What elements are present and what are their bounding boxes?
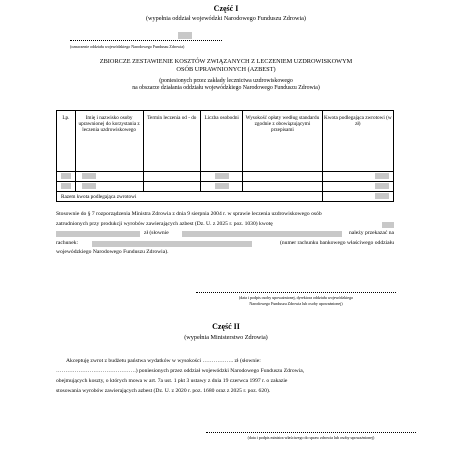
p2-line-d: stosowania wyrobów zawierających azbest (Dz. U. z 2020 r. poz. 1680 oraz z 2025 r. poz. 620). xyxy=(56,388,271,394)
part2-paragraph xyxy=(56,356,394,396)
para-c1-text: zł (słownie xyxy=(144,230,169,237)
sign1-line-2: Narodowego Funduszu Zdrowia lub osoby upoważnionej) xyxy=(249,300,343,306)
p2-line-c: obejmujących koszty, o których mowa w art. 7a ust. 1 pkt 3 ustawy z dnia 19 czerwca 1997 r. o zakazie xyxy=(56,378,288,384)
signature-line xyxy=(206,430,416,433)
costs-table xyxy=(56,110,394,202)
stamp-label: (oznaczenie oddziału wojewódzkiego Narodowego Funduszu Zdrowia) xyxy=(70,44,185,49)
signature-line xyxy=(196,290,396,293)
table-total-row xyxy=(57,192,394,202)
document-heading xyxy=(0,58,452,74)
stamp-dotted-line xyxy=(70,40,222,41)
para-c2-text: należy przekazać na xyxy=(348,230,394,237)
total-label: Razem kwota podlegająca zwrotowi xyxy=(57,192,323,202)
redaction-block xyxy=(56,231,140,237)
redaction-block xyxy=(61,173,71,179)
redaction-block xyxy=(61,183,71,189)
part1-paragraph xyxy=(56,210,394,258)
redaction-block xyxy=(215,183,229,189)
redaction-block xyxy=(375,183,389,189)
redaction-block xyxy=(82,183,96,189)
sub-line-2: na obszarze działania oddziału wojewódzkiego Narodowego Funduszu Zdrowia) xyxy=(132,85,320,92)
header-fee: Wysokość opłaty według standardu zgodnie z obowiązującymi przepisami xyxy=(243,111,322,172)
para-line-b xyxy=(56,220,394,230)
para-d2-text: (numer rachunku bankowego właściwego oddziału xyxy=(279,239,394,246)
para-d1-text: rachunek: xyxy=(56,239,79,246)
stamp-area xyxy=(70,34,222,49)
redaction-block xyxy=(178,32,192,39)
part2-title: Część II xyxy=(212,322,240,331)
heading-line-2: OSÓB UPRAWNIONYCH (AZBEST) xyxy=(176,66,276,73)
heading-line-1: ZBIORCZE ZESTAWIENIE KOSZTÓW ZWIĄZANYCH Z LECZENIEM UZDROWISKOWYM xyxy=(99,58,353,65)
sub-line-1: (poniesionych przez zakłady lecznictwa uzdrowiskowego xyxy=(159,78,293,84)
redaction-block xyxy=(82,173,96,179)
p2-line-b: …………………………………….) poniesionych przez oddział wojewódzki Narodowego Funduszu Zdrowia, xyxy=(56,368,305,374)
table-header-row xyxy=(57,111,394,172)
header-refund: Kwota podlegająca zwrotowi (w zł) xyxy=(322,111,393,172)
signature-block-2 xyxy=(206,430,416,440)
sign1-line-1: (data i podpis osoby upoważnionej, dyrektora oddziału wojewódzkiego xyxy=(238,295,354,300)
part1-subtitle: (wypełnia oddział wojewódzki Narodowego Funduszu Zdrowia) xyxy=(146,15,306,22)
signature-block-1 xyxy=(196,290,396,306)
redaction-block xyxy=(215,173,229,179)
part1-title: Część I xyxy=(213,4,239,13)
redaction-block xyxy=(382,222,394,228)
redaction-block xyxy=(182,231,342,237)
header-name: Imię i nazwisko osoby uprawnionej do korzystania z leczenia uzdrowiskowego xyxy=(75,111,143,172)
sign2-line-1: (data i podpis ministra właściwego do spraw zdrowia lub osoby upoważnionej) xyxy=(247,435,375,440)
para-line-d xyxy=(56,239,394,249)
redaction-block xyxy=(92,241,252,247)
part2-subtitle: (wypełnia Ministerstwo Zdrowia) xyxy=(184,334,268,341)
para-line-a: Stosownie do § 7 rozporządzenia Ministra Zdrowia z dnia 9 sierpnia 2004 r. w sprawie leczenia uzdrowiskowego osób xyxy=(56,211,322,217)
table-row xyxy=(57,172,394,182)
para-line-c xyxy=(56,229,394,239)
redaction-block xyxy=(375,193,389,199)
para-b-text: zatrudnionych przy produkcji wyrobów zawierających azbest (Dz. U. z 2025 r. poz. 1030) kwotę xyxy=(56,220,273,227)
para-line-e: wojewódzkiego Narodowego Funduszu Zdrowia). xyxy=(56,249,169,256)
header-lp: Lp. xyxy=(57,111,76,172)
heading-subtitle xyxy=(0,78,452,92)
redaction-block xyxy=(375,173,389,179)
header-days: Liczba osobodni xyxy=(201,111,243,172)
table-row xyxy=(57,182,394,192)
p2-line-a: Akceptuję zwrot z budżetu państwa wydatków w wysokości …………….. zł (słownie: xyxy=(66,358,261,364)
header-term: Termin leczenia od - do xyxy=(143,111,201,172)
